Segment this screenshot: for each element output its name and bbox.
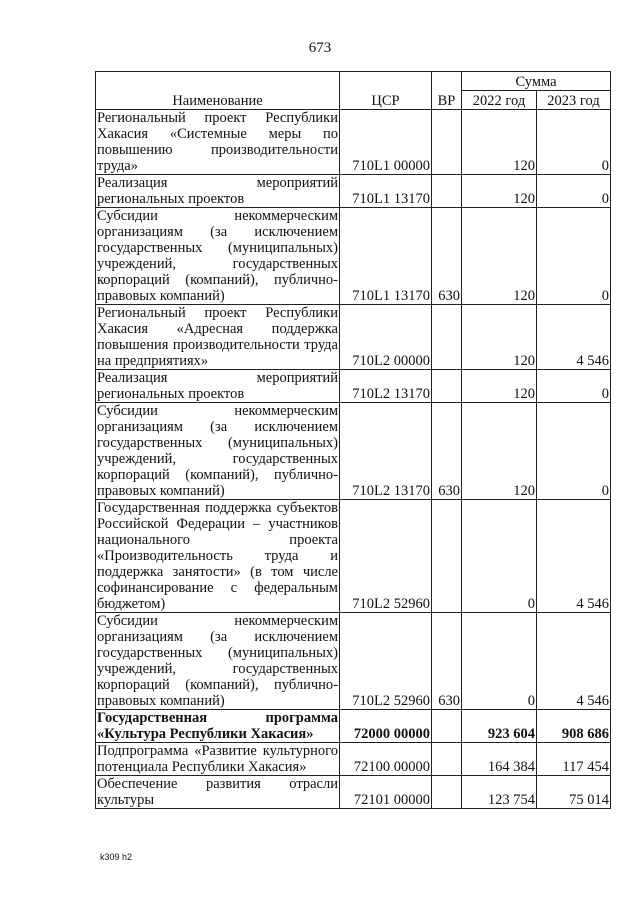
row-name: Региональный проект Республики Хакасия «Адресная поддержка повышения производительности труда на предприятиях» (97, 305, 338, 369)
table-row (96, 743, 611, 776)
row-amount-2023: 75 014 (537, 776, 611, 809)
row-vr (432, 175, 462, 208)
row-name: Государственная программа «Культура Республики Хакасия» (97, 710, 338, 742)
row-amount-2022: 0 (462, 500, 537, 613)
row-amount-2022: 120 (462, 370, 537, 403)
row-vr (432, 710, 462, 743)
row-csr: 710L2 52960 (340, 500, 432, 613)
row-amount-2022: 120 (462, 403, 537, 500)
table-row (96, 110, 611, 175)
table-body (96, 110, 611, 809)
row-name: Государственная поддержка субъектов Российской Федерации – участников национального проекта «Производительность труда и поддержка занятости» (в том числе софинансирование с федеральным бюджетом) (97, 500, 338, 612)
row-vr: 630 (432, 613, 462, 710)
header-year-2022: 2022 год (462, 91, 537, 110)
row-amount-2022: 120 (462, 208, 537, 305)
table-row (96, 370, 611, 403)
row-amount-2023: 0 (537, 175, 611, 208)
row-name: Субсидии некоммерческим организациям (за исключением государственных (муниципальных) учреждений, государственных корпораций (компаний), публично-правовых компаний) (97, 208, 338, 304)
row-vr (432, 370, 462, 403)
table-row (96, 175, 611, 208)
row-vr: 630 (432, 208, 462, 305)
row-amount-2023: 0 (537, 370, 611, 403)
row-amount-2022: 120 (462, 305, 537, 370)
table-row (96, 403, 611, 500)
row-csr: 710L2 52960 (340, 613, 432, 710)
row-amount-2022: 123 754 (462, 776, 537, 809)
row-csr: 710L2 13170 (340, 370, 432, 403)
table-row (96, 500, 611, 613)
table-row (96, 776, 611, 809)
table-row (96, 208, 611, 305)
row-name: Реализация мероприятий региональных проектов (97, 175, 338, 207)
row-amount-2023: 908 686 (537, 710, 611, 743)
row-name: Реализация мероприятий региональных проектов (97, 370, 338, 402)
row-csr: 710L1 13170 (340, 175, 432, 208)
row-name: Региональный проект Республики Хакасия «Системные меры по повышению производительности труда» (97, 110, 338, 174)
table-row (96, 613, 611, 710)
row-amount-2023: 4 546 (537, 613, 611, 710)
row-vr (432, 110, 462, 175)
row-amount-2023: 0 (537, 403, 611, 500)
row-csr: 710L2 13170 (340, 403, 432, 500)
header-year-2023: 2023 год (537, 91, 611, 110)
row-name: Субсидии некоммерческим организациям (за исключением государственных (муниципальных) учреждений, государственных корпораций (компаний), публично-правовых компаний) (97, 403, 338, 499)
row-name: Субсидии некоммерческим организациям (за исключением государственных (муниципальных) учреждений, государственных корпораций (компаний), публично-правовых компаний) (97, 613, 338, 709)
row-vr (432, 743, 462, 776)
row-name: Обеспечение развития отрасли культуры (97, 776, 338, 808)
row-vr (432, 500, 462, 613)
header-csr: ЦСР (340, 72, 432, 110)
row-csr: 710L1 00000 (340, 110, 432, 175)
row-amount-2022: 164 384 (462, 743, 537, 776)
row-amount-2023: 4 546 (537, 500, 611, 613)
table-row (96, 305, 611, 370)
row-csr: 72101 00000 (340, 776, 432, 809)
header-vr: ВР (432, 72, 462, 110)
row-csr: 72100 00000 (340, 743, 432, 776)
table-header (96, 72, 611, 110)
budget-table (95, 71, 611, 809)
row-csr: 710L1 13170 (340, 208, 432, 305)
page-footer-code: k309 h2 (100, 852, 133, 862)
row-vr: 630 (432, 403, 462, 500)
row-csr: 710L2 00000 (340, 305, 432, 370)
row-amount-2022: 923 604 (462, 710, 537, 743)
row-amount-2022: 0 (462, 613, 537, 710)
header-name: Наименование (96, 72, 340, 110)
page-number: 673 (308, 40, 332, 56)
header-sum: Сумма (462, 72, 611, 91)
row-amount-2023: 117 454 (537, 743, 611, 776)
row-amount-2023: 0 (537, 208, 611, 305)
row-amount-2023: 4 546 (537, 305, 611, 370)
row-vr (432, 305, 462, 370)
row-amount-2022: 120 (462, 175, 537, 208)
row-vr (432, 776, 462, 809)
row-csr: 72000 00000 (340, 710, 432, 743)
row-name: Подпрограмма «Развитие культурного потенциала Республики Хакасия» (97, 743, 338, 775)
row-amount-2022: 120 (462, 110, 537, 175)
table-row (96, 710, 611, 743)
row-amount-2023: 0 (537, 110, 611, 175)
